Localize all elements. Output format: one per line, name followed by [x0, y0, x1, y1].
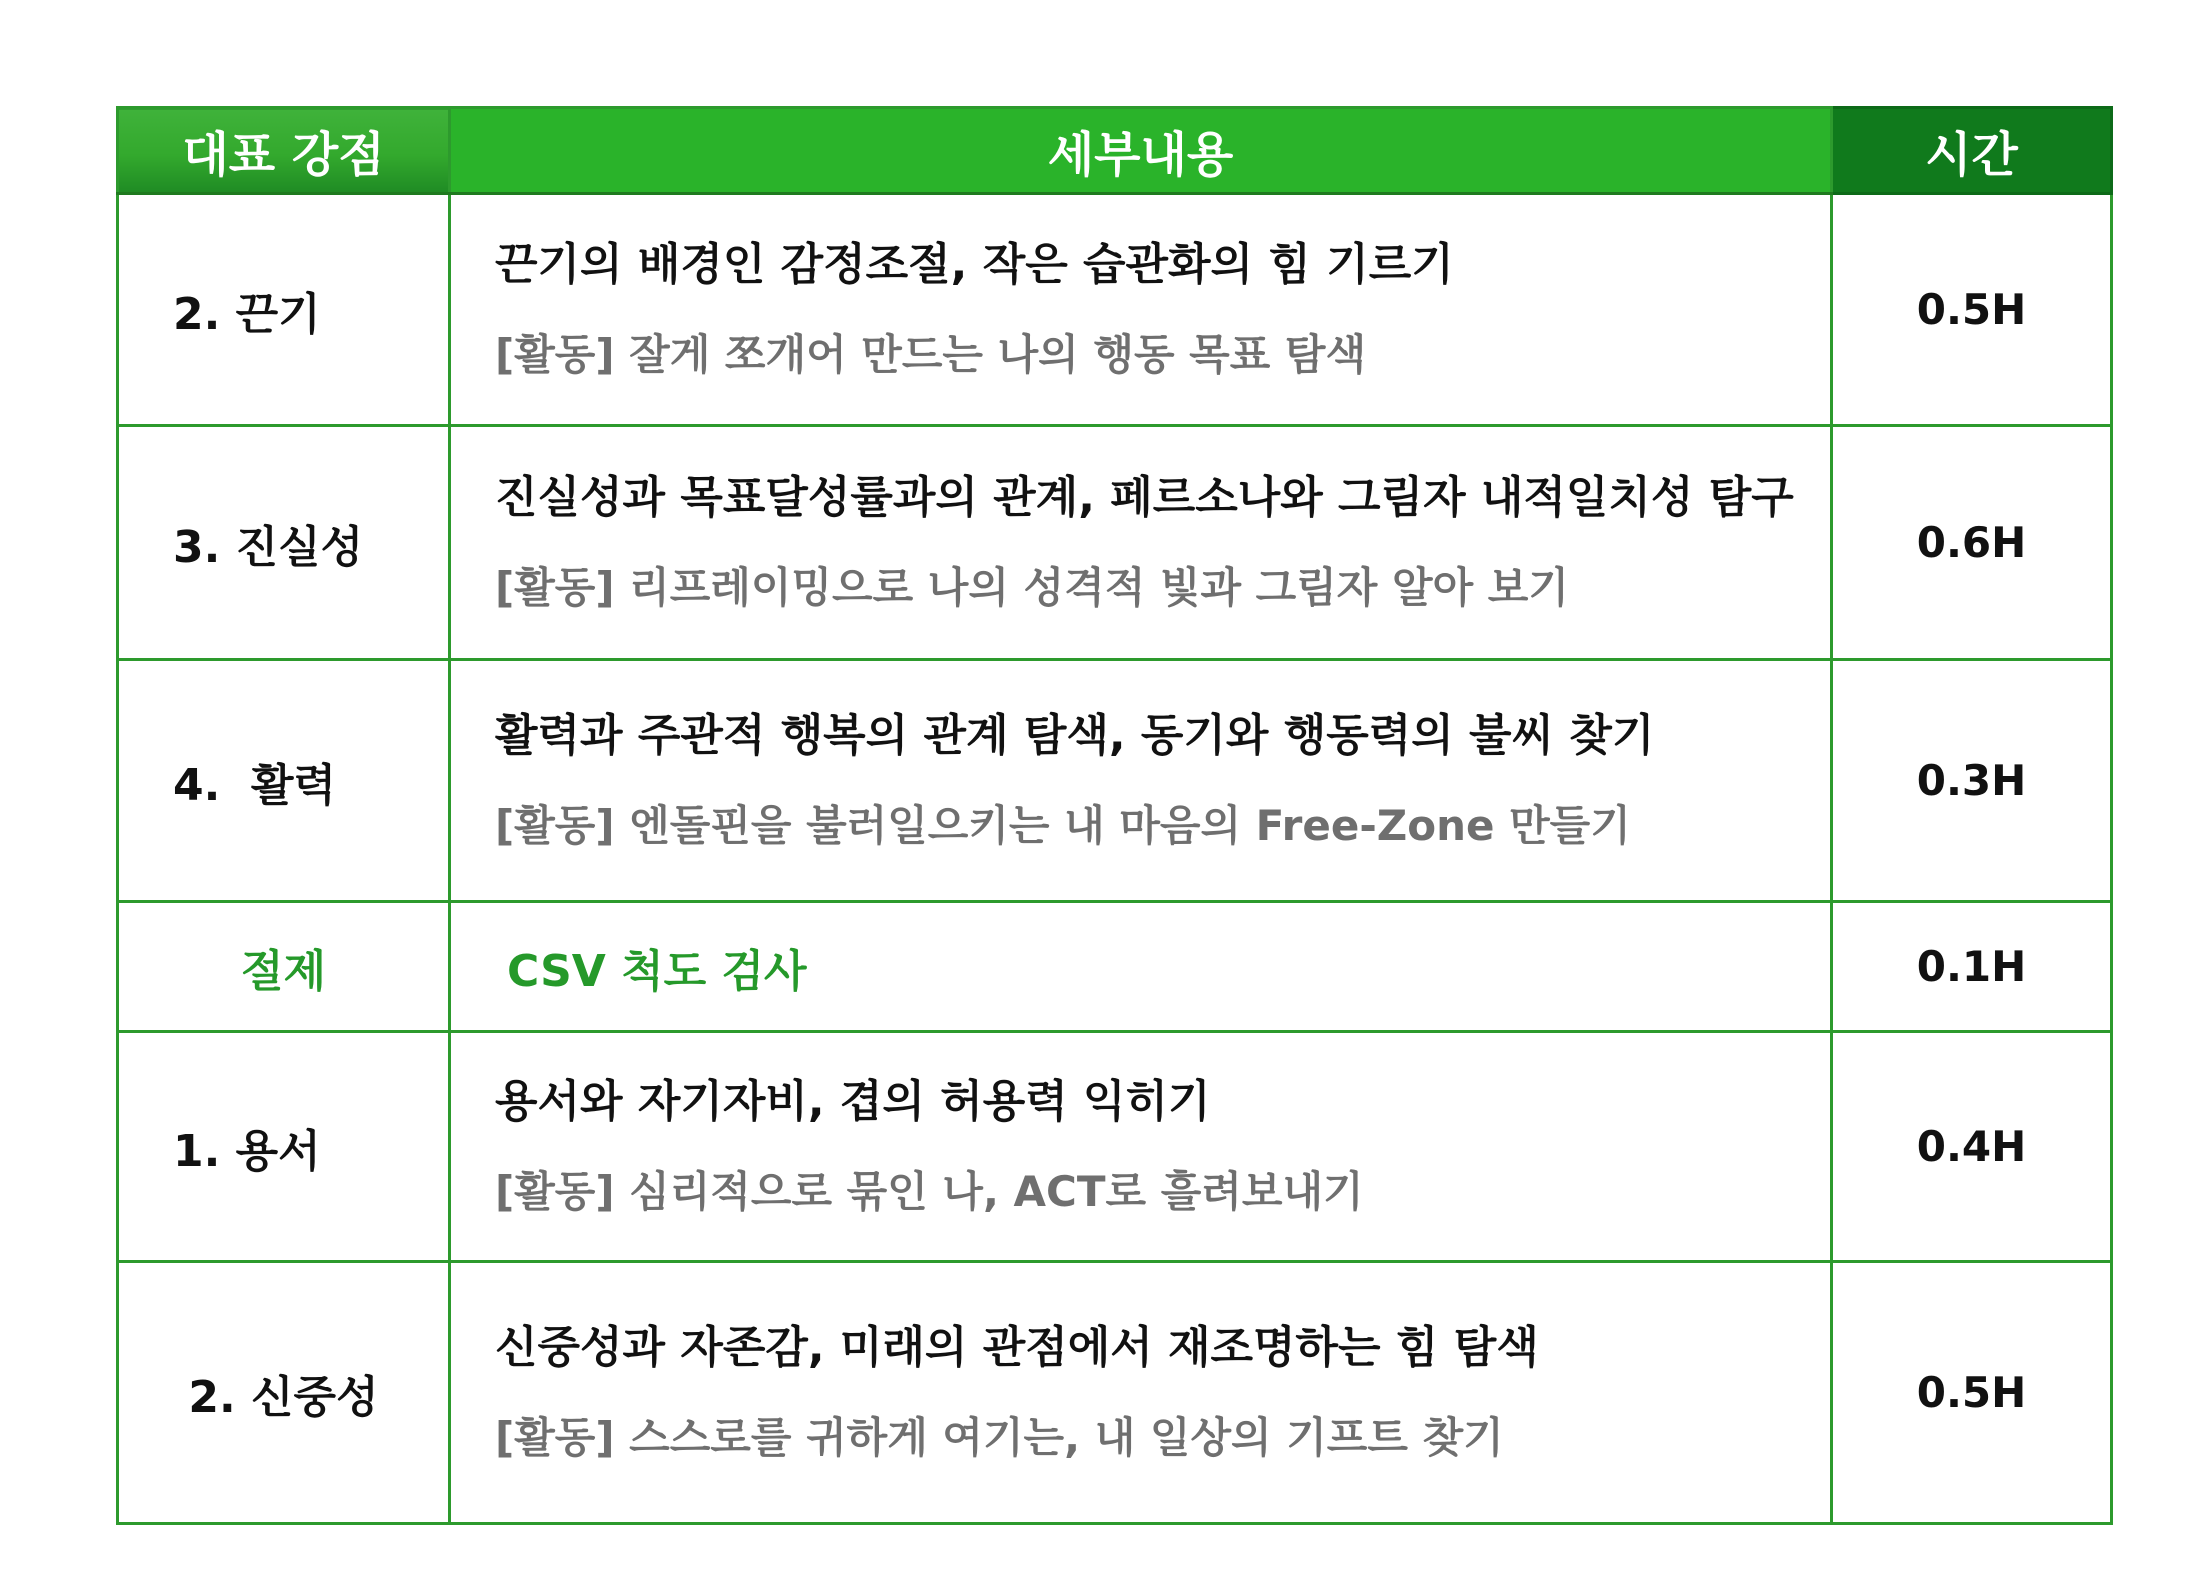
detail-activity: [활동] 심리적으로 묶인 나, ACT로 흘려보내기: [495, 1166, 1364, 1216]
detail-main: CSV 척도 검사: [450, 902, 1832, 1032]
strength-cell: 절제: [118, 902, 450, 1032]
detail-activity: [활동] 잘게 쪼개어 만드는 나의 행동 목표 탐색: [495, 329, 1367, 379]
detail-cell: [450, 1032, 1832, 1262]
detail-cell: [450, 1262, 1832, 1524]
strength-cell: 1. 용서: [118, 1032, 450, 1262]
time-cell: 0.1H: [1832, 902, 2112, 1032]
header-time: 시간: [1832, 108, 2112, 194]
strength-cell: 2. 신중성: [118, 1262, 450, 1524]
detail-activity: [활동] 리프레이밍으로 나의 성격적 빛과 그림자 알아 보기: [495, 562, 1569, 612]
program-table: [116, 106, 2113, 1525]
header-strength: 대표 강점: [118, 108, 450, 194]
strength-cell: 2. 끈기: [118, 194, 450, 426]
strength-cell: 4. 활력: [118, 660, 450, 902]
time-cell: 0.4H: [1832, 1032, 2112, 1262]
time-cell: 0.3H: [1832, 660, 2112, 902]
strength-cell: 3. 진실성: [118, 426, 450, 660]
detail-activity: [활동] 스스로를 귀하게 여기는, 내 일상의 기프트 찾기: [495, 1412, 1504, 1462]
table-row: [118, 194, 2112, 426]
header-detail: 세부내용: [450, 108, 1832, 194]
table-row: [118, 660, 2112, 902]
detail-main: 용서와 자기자비, 겹의 허용력 익히기: [495, 1075, 1211, 1127]
time-cell: 0.6H: [1832, 426, 2112, 660]
detail-cell: [450, 194, 1832, 426]
table-row: [118, 1032, 2112, 1262]
table-row: [118, 902, 2112, 1032]
detail-main: 끈기의 배경인 감정조절, 작은 습관화의 힘 기르기: [495, 238, 1454, 290]
detail-main: 진실성과 목표달성률과의 관계, 페르소나와 그림자 내적일치성 탐구: [495, 471, 1794, 523]
detail-cell: [450, 660, 1832, 902]
detail-main: 활력과 주관적 행복의 관계 탐색, 동기와 행동력의 불씨 찾기: [495, 709, 1655, 761]
detail-cell: [450, 426, 1832, 660]
detail-activity: [활동] 엔돌핀을 불러일으키는 내 마음의 Free-Zone 만들기: [495, 800, 1631, 850]
table-row: [118, 426, 2112, 660]
detail-main: 신중성과 자존감, 미래의 관점에서 재조명하는 힘 탐색: [495, 1321, 1539, 1373]
header-row: [118, 108, 2112, 194]
table-row: [118, 1262, 2112, 1524]
time-cell: 0.5H: [1832, 194, 2112, 426]
time-cell: 0.5H: [1832, 1262, 2112, 1524]
